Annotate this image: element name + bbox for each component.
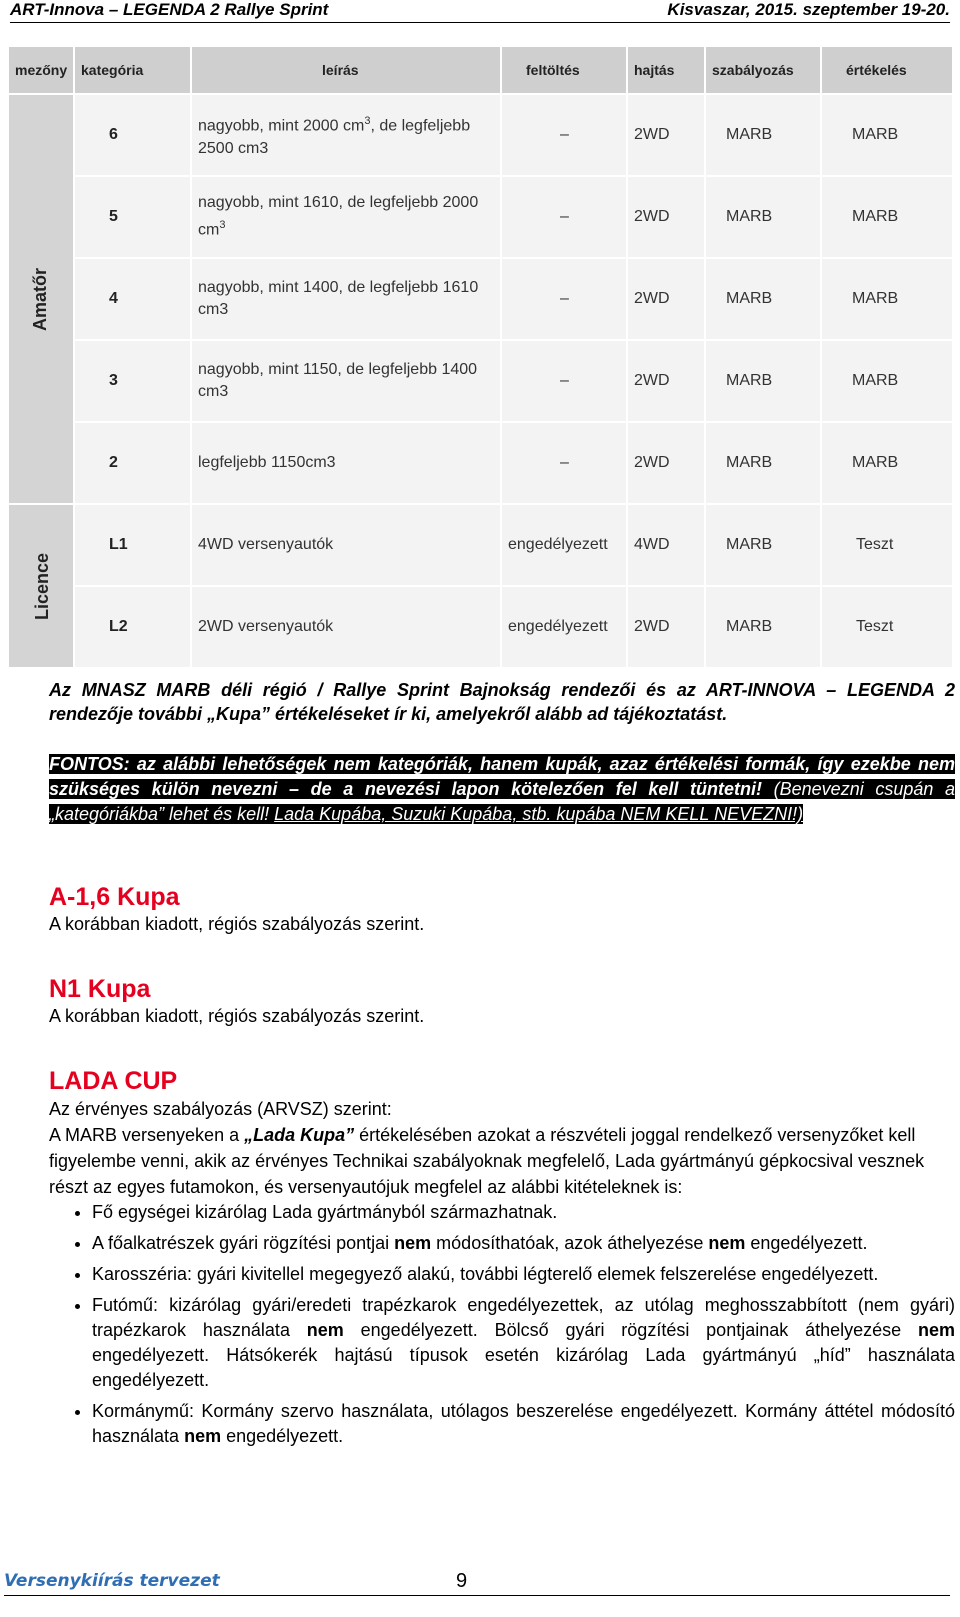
cup-text: A korábban kiadott, régiós szabályozás szerint. xyxy=(49,914,425,934)
cell-regulation: MARB xyxy=(705,504,821,586)
cell-evaluation: MARB xyxy=(821,176,953,258)
cup-title: A-1,6 Kupa xyxy=(49,883,180,911)
cell-evaluation: MARB xyxy=(821,340,953,422)
cell-regulation: MARB xyxy=(705,586,821,668)
cup-text: A korábban kiadott, régiós szabályozás szerint. xyxy=(49,1006,425,1026)
table-row xyxy=(9,504,953,586)
lada-requirements xyxy=(49,1200,955,1449)
cell-category: 6 xyxy=(74,94,191,176)
cell-drive: 2WD xyxy=(627,340,705,422)
cell-regulation: MARB xyxy=(705,94,821,176)
cell-category: 4 xyxy=(74,258,191,340)
cell-fill: – xyxy=(501,340,627,422)
lada-cup-section xyxy=(49,1066,955,1455)
cell-fill: engedélyezett xyxy=(501,504,627,586)
table-row xyxy=(9,422,953,504)
col-header: hajtás xyxy=(627,47,705,94)
table-row xyxy=(9,258,953,340)
list-item: • Karosszéria: gyári kivitellel megegyező alakú, további légterelő elemek felszerelése engedélyezett. xyxy=(92,1262,955,1287)
cell-evaluation: Teszt xyxy=(821,504,953,586)
cell-category: L2 xyxy=(74,586,191,668)
cell-regulation: MARB xyxy=(705,422,821,504)
cell-description: 2WD versenyautók xyxy=(191,586,501,668)
cell-drive: 2WD xyxy=(627,94,705,176)
col-header: kategória xyxy=(74,47,191,94)
cell-drive: 2WD xyxy=(627,258,705,340)
list-item: • Futómű: kizárólag gyári/eredeti trapézkarok engedélyezettek, az utólag meghosszabbított (nem gyári) trapézkarok használata nem engedélyezett. Bölcső gyári rögzítési pontjainak áthelyezése nem engedélyezett. Hátsókerék hajtású típusok esetén kizárólag Lada gyártmányú „híd” használata engedélyezett. xyxy=(92,1293,955,1393)
header-title: ART-Innova – LEGENDA 2 Rallye Sprint xyxy=(10,0,329,19)
cell-drive: 2WD xyxy=(627,586,705,668)
col-header: szabályozás xyxy=(705,47,821,94)
cell-fill: – xyxy=(501,94,627,176)
lada-title: LADA CUP xyxy=(49,1067,178,1095)
group-label: Licence xyxy=(32,552,53,620)
table-header-row xyxy=(9,47,953,94)
group-licence xyxy=(9,504,74,668)
lada-paragraph: A MARB versenyeken a „Lada Kupa” értékelésében azokat a részvételi joggal rendelkező versenyzőket kell figyelembe venni, akik az érvényes Technikai szabályoknak megfelelő, Lada gyártmányú gépkocsival vesznek részt az egyes futamokon, és versenyautójuk megfelel az alábbi kitételeknek is: xyxy=(49,1125,925,1197)
category-table xyxy=(9,47,954,669)
cell-category: 3 xyxy=(74,340,191,422)
cell-description: nagyobb, mint 1150, de legfeljebb 1400 cm3 xyxy=(191,340,501,422)
cup-a16 xyxy=(49,882,955,936)
cell-fill: – xyxy=(501,422,627,504)
list-item: • A főalkatrészek gyári rögzítési pontjai nem módosíthatóak, azok áthelyezése nem engedélyezett. xyxy=(92,1231,955,1256)
group-label: Amatőr xyxy=(30,267,51,331)
header-date: Kisvaszar, 2015. szeptember 19-20. xyxy=(667,0,950,19)
cell-fill: – xyxy=(501,176,627,258)
page-header xyxy=(10,0,950,23)
cell-fill: – xyxy=(501,258,627,340)
table-row xyxy=(9,94,953,176)
cell-regulation: MARB xyxy=(705,258,821,340)
table-row xyxy=(9,586,953,668)
cell-description: nagyobb, mint 1400, de legfeljebb 1610 cm3 xyxy=(191,258,501,340)
cup-n1 xyxy=(49,974,955,1028)
table-row xyxy=(9,176,953,258)
table-row xyxy=(9,340,953,422)
cell-description: 4WD versenyautók xyxy=(191,504,501,586)
cell-regulation: MARB xyxy=(705,176,821,258)
footer-label: Versenykiírás tervezet xyxy=(4,1571,220,1591)
cell-fill: engedélyezett xyxy=(501,586,627,668)
cell-category: L1 xyxy=(74,504,191,586)
cell-drive: 2WD xyxy=(627,422,705,504)
cell-drive: 4WD xyxy=(627,504,705,586)
col-header: leírás xyxy=(191,47,501,94)
col-header: mezőny xyxy=(9,47,74,94)
cell-description: nagyobb, mint 2000 $cm^3$, de legfeljebb 2500 cm3 xyxy=(191,94,501,176)
intro-paragraph: Az MNASZ MARB déli régió / Rallye Sprint Bajnokság rendezői és az ART-INNOVA – LEGENDA 2 rendezője további „Kupa” értékeléseket ír ki, amelyekről alább ad tájékoztatást. xyxy=(49,680,955,724)
group-amator xyxy=(9,94,74,504)
cell-description: legfeljebb 1150cm3 xyxy=(191,422,501,504)
cup-title: N1 Kupa xyxy=(49,975,151,1003)
cell-evaluation: MARB xyxy=(821,422,953,504)
footer-divider xyxy=(4,1595,950,1596)
notice-highlight: FONTOS: az alábbi lehetőségek nem kategóriák, hanem kupák, azaz értékelési formák, így ezekbe nem szükséges külön nevezni – de a nevezési lapon kötelezően fel kell tüntetni! (Benevezni csupán a „kategóriákba” lehet és kell! Lada Kupába, Suzuki Kupába, stb. kupába NEM KELL NEVEZNI!) xyxy=(49,754,956,824)
cell-description: nagyobb, mint 1610, de legfeljebb 2000 $cm^3$ xyxy=(191,176,501,258)
cell-evaluation: MARB xyxy=(821,94,953,176)
list-item: • Kormánymű: Kormány szervo használata, utólagos beszerelése engedélyezett. Kormány áttétel módosító használata nem engedélyezett. xyxy=(92,1399,955,1449)
cell-evaluation: Teszt xyxy=(821,586,953,668)
cell-drive: 2WD xyxy=(627,176,705,258)
col-header: értékelés xyxy=(821,47,953,94)
cell-category: 2 xyxy=(74,422,191,504)
list-item: • Fő egységei kizárólag Lada gyártmányból származhatnak. xyxy=(92,1200,955,1225)
col-header: feltöltés xyxy=(501,47,627,94)
page-number: 9 xyxy=(456,1570,468,1592)
cell-category: 5 xyxy=(74,176,191,258)
lada-rule-line: Az érvényes szabályozás (ARVSZ) szerint: xyxy=(49,1099,392,1119)
cell-evaluation: MARB xyxy=(821,258,953,340)
cell-regulation: MARB xyxy=(705,340,821,422)
notice-paragraph xyxy=(49,752,955,827)
